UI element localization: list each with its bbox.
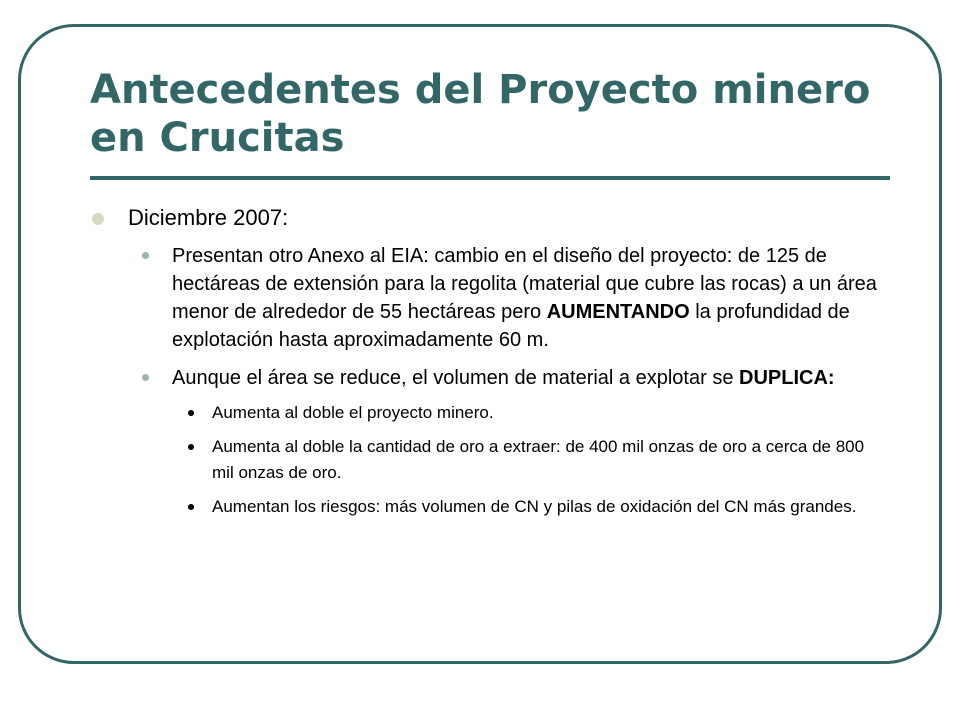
slide-content bbox=[90, 204, 890, 520]
sub-point-text: Aumentan los riesgos: más volumen de CN y pilas de oxidación del CN más grandes. bbox=[212, 497, 857, 516]
bullet-item-level1 bbox=[90, 204, 890, 232]
bullet-dot-icon bbox=[188, 504, 194, 510]
bullet-item-level2 bbox=[90, 364, 890, 392]
point2-emphasis: DUPLICA: bbox=[739, 367, 835, 389]
sub-point-text: Aumenta al doble la cantidad de oro a extraer: de 400 mil onzas de oro a cerca de 800 mil onzas de oro. bbox=[212, 437, 865, 482]
bullet-dot-icon bbox=[142, 374, 149, 381]
bullet-dot-icon bbox=[188, 444, 194, 450]
bullet-item-level3 bbox=[90, 494, 890, 520]
bullet-item-level3 bbox=[90, 434, 890, 486]
section-heading: Diciembre 2007: bbox=[128, 205, 289, 230]
point1-text-b: la profundidad de explotación hasta aproximadamente 60 m. bbox=[172, 301, 850, 351]
point1-emphasis: AUMENTANDO bbox=[546, 301, 690, 323]
slide-title: Antecedentes del Proyecto minero en Crucitas bbox=[90, 67, 871, 161]
title-divider bbox=[90, 176, 890, 180]
bullet-item-level3 bbox=[90, 400, 890, 426]
bullet-item-level2 bbox=[90, 242, 890, 354]
bullet-dot-icon bbox=[92, 213, 104, 225]
sub-point-text: Aumenta al doble el proyecto minero. bbox=[212, 403, 494, 422]
point2-text-a: Aunque el área se reduce, el volumen de material a explotar se bbox=[172, 367, 740, 389]
bullet-dot-icon bbox=[188, 410, 194, 416]
point1-text-a: Presentan otro Anexo al EIA: cambio en el diseño del proyecto: de 125 de hectáreas de extensión para la regolita (material que cubre las rocas) a un área menor de alrededor de 55 hectáreas pero bbox=[172, 245, 877, 323]
bullet-dot-icon bbox=[142, 252, 149, 259]
